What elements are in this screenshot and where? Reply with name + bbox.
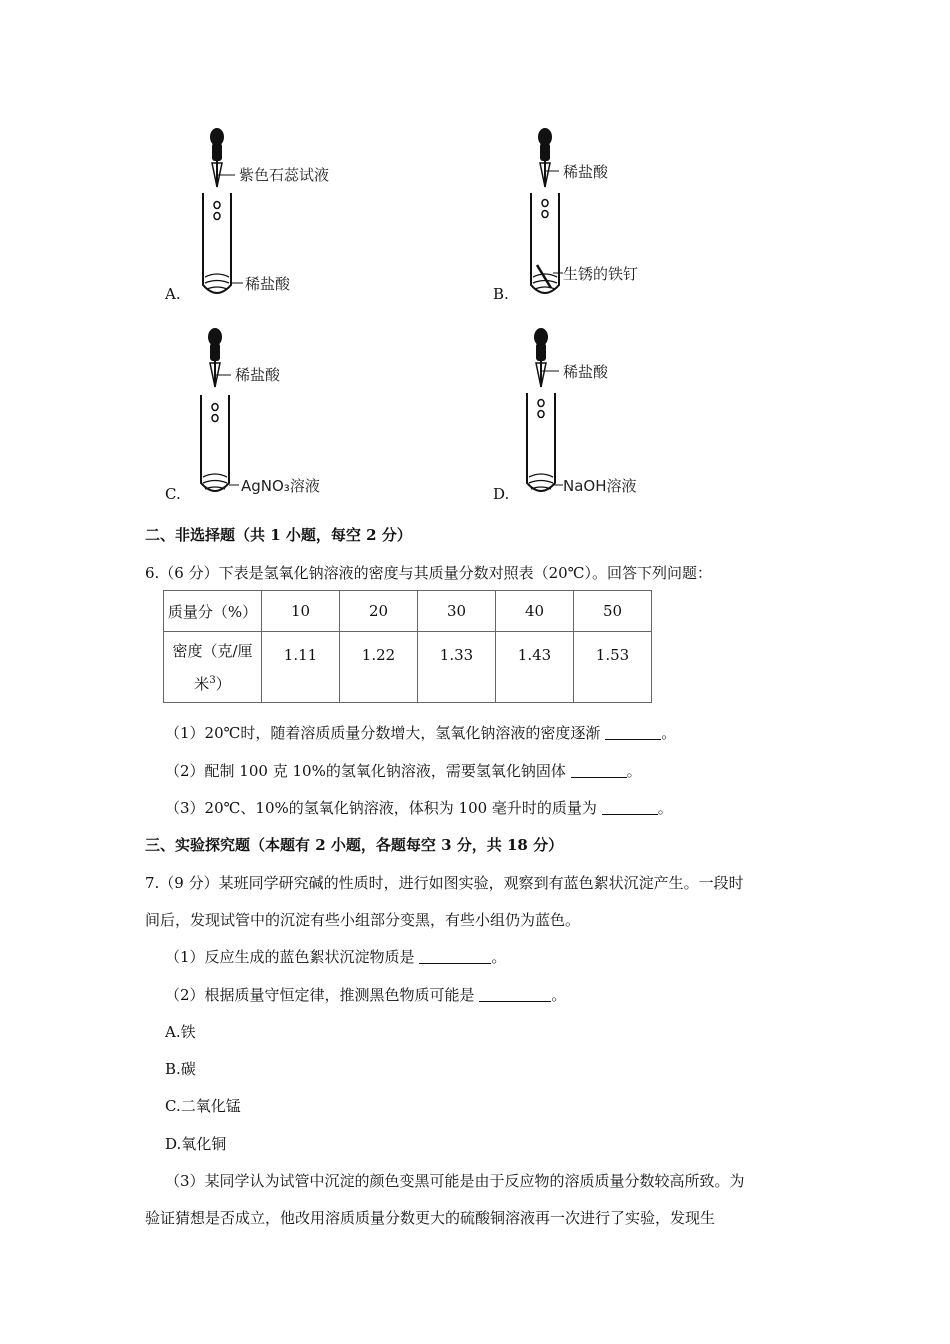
table-cell: 1.33 [418, 632, 496, 703]
option-iron: A.铁 [165, 1023, 196, 1041]
question-6-sub3 [165, 797, 673, 818]
figure-d [493, 325, 733, 515]
option-a-letter: A. [165, 285, 181, 303]
answer-blank[interactable] [602, 800, 658, 815]
option-copper-oxide: D.氧化铜 [165, 1135, 227, 1153]
section-3-title: 三、实验探究题（本题有 2 小题，各题每空 3 分，共 18 分） [145, 836, 564, 854]
period: 。 [491, 948, 507, 966]
period: 。 [551, 986, 567, 1004]
dropper-test-tube-drawing [493, 125, 733, 315]
table-cell: 1.22 [340, 632, 418, 703]
answer-blank[interactable] [571, 763, 627, 778]
figure-d-top-label: 稀盐酸 [563, 363, 609, 381]
density-header-line2: 米 [194, 674, 210, 693]
table-cell: 1.43 [496, 632, 574, 703]
figure-d-bottom-label: NaOH溶液 [563, 477, 637, 495]
question-6-stem: 6.（6 分）下表是氢氧化钠溶液的密度与其质量分数对照表（20℃）。回答下列问题： [145, 564, 712, 582]
question-7-stem-line2: 间后，发现试管中的沉淀有些小组部分变黑，有些小组仍为蓝色。 [145, 911, 581, 929]
answer-blank[interactable] [419, 949, 491, 964]
density-header-sup: 3 [209, 674, 216, 686]
q7-sub1-text: （1）反应生成的蓝色絮状沉淀物质是 [165, 948, 415, 966]
figure-b [493, 125, 733, 315]
table-cell: 40 [496, 591, 574, 632]
density-header-end: ） [215, 674, 231, 693]
answer-blank[interactable] [479, 987, 551, 1002]
density-table [163, 590, 652, 703]
question-7-sub2 [165, 984, 566, 1005]
period: 。 [657, 799, 673, 817]
table-cell: 30 [418, 591, 496, 632]
figure-a-bottom-label: 稀盐酸 [245, 275, 291, 293]
option-b-letter: B. [493, 285, 509, 303]
q6-sub3-text: （3）20℃、10%的氢氧化钠溶液，体积为 100 毫升时的质量为 [165, 799, 597, 817]
question-7-sub3-line1: （3）某同学认为试管中沉淀的颜色变黑可能是由于反应物的溶质质量分数较高所致。为 [165, 1172, 745, 1190]
question-6-sub1 [165, 722, 676, 743]
figure-c-bottom-label: AgNO₃溶液 [241, 477, 320, 495]
option-d-letter: D. [493, 485, 510, 503]
figure-c-top-label: 稀盐酸 [235, 366, 281, 384]
question-6-sub2 [165, 760, 642, 781]
row-header-density [164, 632, 262, 703]
option-manganese-dioxide: C.二氧化锰 [165, 1097, 241, 1115]
question-7-stem-line1: 7.（9 分）某班同学研究碱的性质时，进行如图实验，观察到有蓝色絮状沉淀产生。一段时 [145, 874, 744, 892]
figure-c [165, 325, 405, 515]
figure-b-bottom-label: 生锈的铁钉 [563, 265, 639, 283]
table-cell: 1.11 [262, 632, 340, 703]
period: 。 [661, 724, 677, 742]
q6-sub2-text: （2）配制 100 克 10%的氢氧化钠溶液，需要氢氧化钠固体 [165, 762, 566, 780]
question-7-sub1 [165, 946, 506, 967]
figure-a-top-label: 紫色石蕊试液 [239, 166, 330, 184]
section-2-title: 二、非选择题（共 1 小题，每空 2 分） [145, 526, 412, 544]
q6-sub1-text: （1）20℃时，随着溶质质量分数增大，氢氧化钠溶液的密度逐渐 [165, 724, 601, 742]
table-row [164, 632, 652, 703]
dropper-test-tube-drawing [165, 125, 405, 315]
option-c-letter: C. [165, 485, 181, 503]
row-header-fraction: 质量分（%） [164, 591, 262, 632]
table-cell: 50 [574, 591, 652, 632]
table-row [164, 591, 652, 632]
dropper-test-tube-drawing [493, 325, 733, 515]
table-cell: 10 [262, 591, 340, 632]
dropper-test-tube-drawing [165, 325, 405, 515]
table-cell: 1.53 [574, 632, 652, 703]
answer-blank[interactable] [605, 725, 661, 740]
table-cell: 20 [340, 591, 418, 632]
figure-a [165, 125, 405, 315]
q7-sub2-text: （2）根据质量守恒定律，推测黑色物质可能是 [165, 986, 475, 1004]
option-carbon: B.碳 [165, 1060, 196, 1078]
figure-b-top-label: 稀盐酸 [563, 163, 609, 181]
period: 。 [626, 762, 642, 780]
density-header-line1: 密度（克/厘 [172, 641, 253, 660]
question-7-sub3-line2: 验证猜想是否成立，他改用溶质质量分数更大的硫酸铜溶液再一次进行了实验，发现生 [145, 1209, 716, 1227]
